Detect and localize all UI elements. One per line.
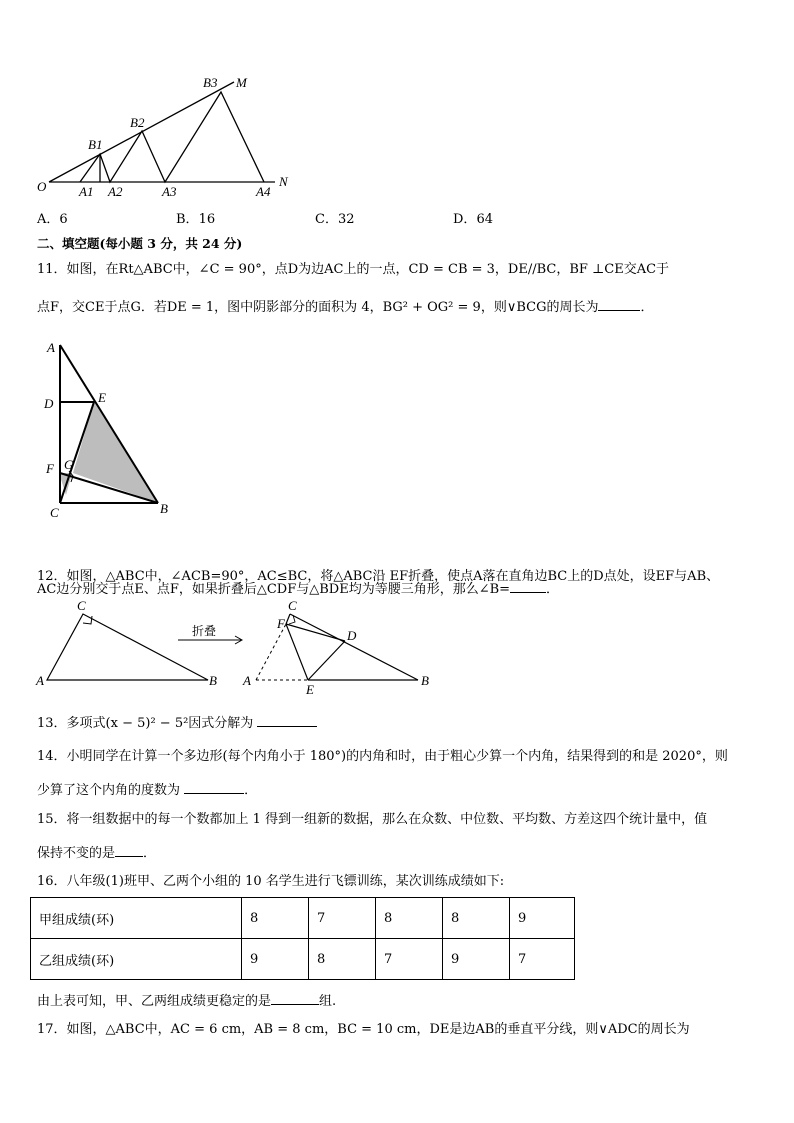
q12-right-label-E: E — [306, 682, 314, 697]
q12-right-label-D: D — [347, 628, 357, 643]
label-N: N — [279, 174, 288, 189]
q11-label-B: B — [160, 501, 168, 516]
row-label: 甲组成绩(环) — [31, 898, 242, 939]
q12-line1: 12．如图，△ABC中，∠ACB=90°，AC≤BC，将△ABC沿 EF折叠，使点A落在直角边BC上的D点处，设EF与AB、 — [37, 569, 720, 584]
label-B1: B1 — [88, 137, 103, 152]
q12-left-label-C: C — [77, 598, 86, 613]
table-cell: 8 — [309, 939, 376, 980]
q11-label-E: E — [98, 390, 106, 405]
label-B2: B2 — [130, 115, 145, 130]
label-M: M — [236, 75, 247, 90]
q12-right-label-F: F — [277, 616, 285, 631]
q16-line: 16．八年级(1)班甲、乙两个小组的 10 名学生进行飞镖训练，某次训练成绩如下: — [37, 874, 505, 889]
q11-label-C: C — [50, 505, 59, 520]
table-row — [31, 939, 575, 980]
q12-line2: AC边分别交于点E、点F，如果折叠后△CDF与△BDE均为等腰三角形，那么∠B= ． — [37, 578, 559, 599]
q11-line1: 11．如图，在Rt△ABC中，∠C = 90°，点D为边AC上的一点，CD = CB = 3，DE//BC，BF ⊥CE交AC于 — [37, 262, 670, 277]
q13-line: 13．多项式(x − 5)² − 5²因式分解为 — [37, 712, 317, 733]
label-A1: A1 — [79, 184, 94, 199]
section-title: 二、填空题(每小题 3 分，共 24 分) — [37, 236, 243, 251]
label-A2: A2 — [108, 184, 123, 199]
table-cell: 8 — [443, 898, 510, 939]
label-A4: A4 — [256, 184, 271, 199]
label-A3: A3 — [162, 184, 177, 199]
choice-d: D．64 — [453, 212, 493, 227]
q12-left-label-A: A — [36, 673, 44, 688]
q11-line2: 点F，交CE于点G．若DE = 1，图中阴影部分的面积为 4，BG² + OG² = 9，则∨BCG的周长为 ． — [37, 296, 653, 317]
q12-right-label-A: A — [243, 673, 251, 688]
choice-b: B．16 — [176, 212, 216, 227]
q12-right-label-C: C — [288, 598, 297, 613]
q11-label-D: D — [44, 396, 54, 411]
table-cell: 8 — [242, 898, 309, 939]
q11-label-F: F — [46, 461, 54, 476]
q14-line2: 少算了这个内角的度数为 ． — [37, 779, 257, 800]
q11-label-G: G — [64, 457, 74, 472]
q11-label-A: A — [47, 340, 55, 355]
table-cell: 7 — [376, 939, 443, 980]
fold-label: 折叠 — [192, 624, 217, 638]
table-cell: 8 — [376, 898, 443, 939]
q12-right-label-B: B — [421, 673, 429, 688]
q16-after: 由上表可知，甲、乙两组成绩更稳定的是 组. — [37, 990, 336, 1011]
q14-line1: 14．小明同学在计算一个多边形(每个内角小于 180°)的内角和时，由于粗心少算一个内角，结果得到的和是 2020°，则 — [37, 749, 728, 764]
row-label: 乙组成绩(环) — [31, 939, 242, 980]
q17-line: 17．如图，△ABC中，AC = 6 cm，AB = 8 cm，BC = 10 cm，DE是边AB的垂直平分线，则∨ADC的周长为 — [37, 1022, 690, 1037]
table-cell: 9 — [443, 939, 510, 980]
table-cell: 7 — [309, 898, 376, 939]
table-cell: 7 — [510, 939, 575, 980]
q15-line1: 15．将一组数据中的每一个数都加上 1 得到一组新的数据，那么在众数、中位数、平均数、方差这四个统计量中，值 — [37, 812, 708, 827]
choice-a: A．6 — [37, 212, 68, 227]
q12-left-label-B: B — [209, 673, 217, 688]
table-cell: 9 — [242, 939, 309, 980]
q15-line2: 保持不变的是 ． — [37, 842, 156, 863]
label-B3: B3 — [203, 75, 218, 90]
label-O: O — [37, 179, 47, 194]
table-row — [31, 898, 575, 939]
choice-c: C．32 — [315, 212, 355, 227]
table-cell: 9 — [510, 898, 575, 939]
score-table — [30, 897, 575, 980]
